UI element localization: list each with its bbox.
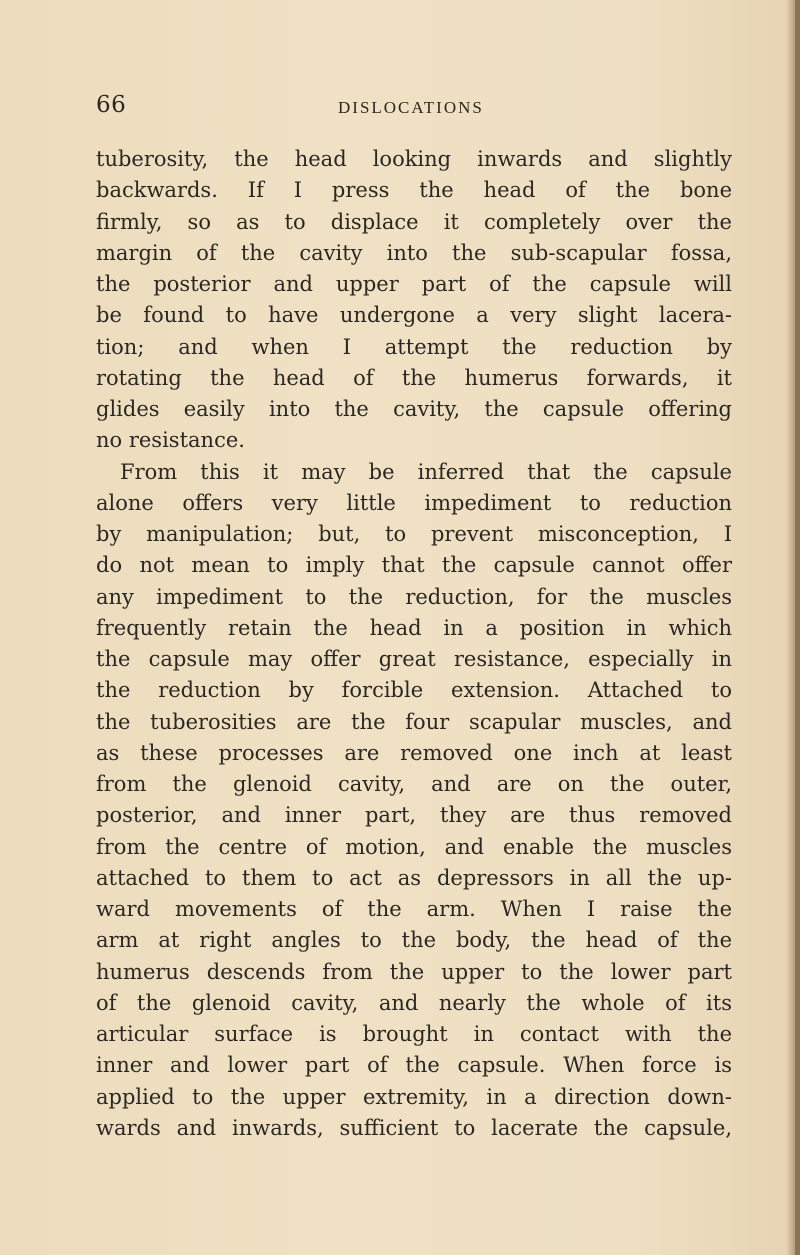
text-line: arm at right angles to the body, the head of the bbox=[96, 928, 732, 953]
text-line: wards and inwards, sufficient to lacerate the capsule, bbox=[96, 1115, 732, 1140]
text-line: ward movements of the arm. When I raise the bbox=[96, 897, 732, 921]
text-line: no resistance. bbox=[96, 428, 245, 453]
text-line: posterior, and inner part, they are thus removed bbox=[96, 803, 732, 828]
text-line: the tuberosities are the four scapular muscles, and bbox=[96, 709, 732, 734]
paragraph-2 bbox=[96, 457, 732, 1145]
text-line: inner and lower part of the capsule. When force is bbox=[96, 1053, 732, 1078]
text-line: the reduction by forcible extension. Attached to bbox=[96, 678, 732, 703]
body-text bbox=[96, 144, 732, 1144]
text-line: tuberosity, the head looking inwards and slightly bbox=[96, 147, 732, 171]
text-line: firmly, so as to displace it completely over the bbox=[96, 209, 732, 234]
text-line: be found to have undergone a very slight lacera- bbox=[96, 303, 732, 328]
text-line: humerus descends from the upper to the lower part bbox=[96, 959, 732, 984]
text-line: from the centre of motion, and enable the muscles bbox=[96, 834, 732, 859]
text-line: by manipulation; but, to prevent misconception, I bbox=[96, 522, 732, 546]
running-head: DISLOCATIONS bbox=[338, 98, 484, 117]
text-line: frequently retain the head in a position in which bbox=[96, 615, 732, 640]
text-line: glides easily into the cavity, the capsule offering bbox=[96, 397, 732, 421]
text-line: From this it may be inferred that the capsule bbox=[120, 459, 732, 484]
text-line: tion; and when I attempt the reduction by bbox=[96, 334, 732, 359]
page-edge-strip bbox=[795, 0, 800, 1255]
text-line: as these processes are removed one inch at least bbox=[96, 740, 732, 765]
text-line: alone offers very little impediment to reduction bbox=[96, 490, 732, 515]
text-line: attached to them to act as depressors in all the up- bbox=[96, 865, 732, 890]
paragraph-1 bbox=[96, 144, 732, 457]
text-line: do not mean to imply that the capsule cannot offer bbox=[96, 553, 732, 578]
text-line: margin of the cavity into the sub-scapular fossa, bbox=[96, 240, 732, 265]
text-line: from the glenoid cavity, and are on the outer, bbox=[96, 772, 732, 796]
text-line: backwards. If I press the head of the bone bbox=[96, 178, 732, 203]
text-line: of the glenoid cavity, and nearly the whole of its bbox=[96, 990, 732, 1015]
text-line: the posterior and upper part of the capsule will bbox=[96, 272, 732, 296]
text-line: articular surface is brought in contact with the bbox=[96, 1022, 732, 1046]
text-line: the capsule may offer great resistance, especially in bbox=[96, 647, 732, 671]
page-header bbox=[0, 92, 800, 126]
text-line: rotating the head of the humerus forwards, it bbox=[96, 365, 732, 390]
text-line: any impediment to the reduction, for the muscles bbox=[96, 584, 732, 609]
page-number: 66 bbox=[96, 92, 127, 118]
text-line: applied to the upper extremity, in a direction down- bbox=[96, 1084, 732, 1109]
